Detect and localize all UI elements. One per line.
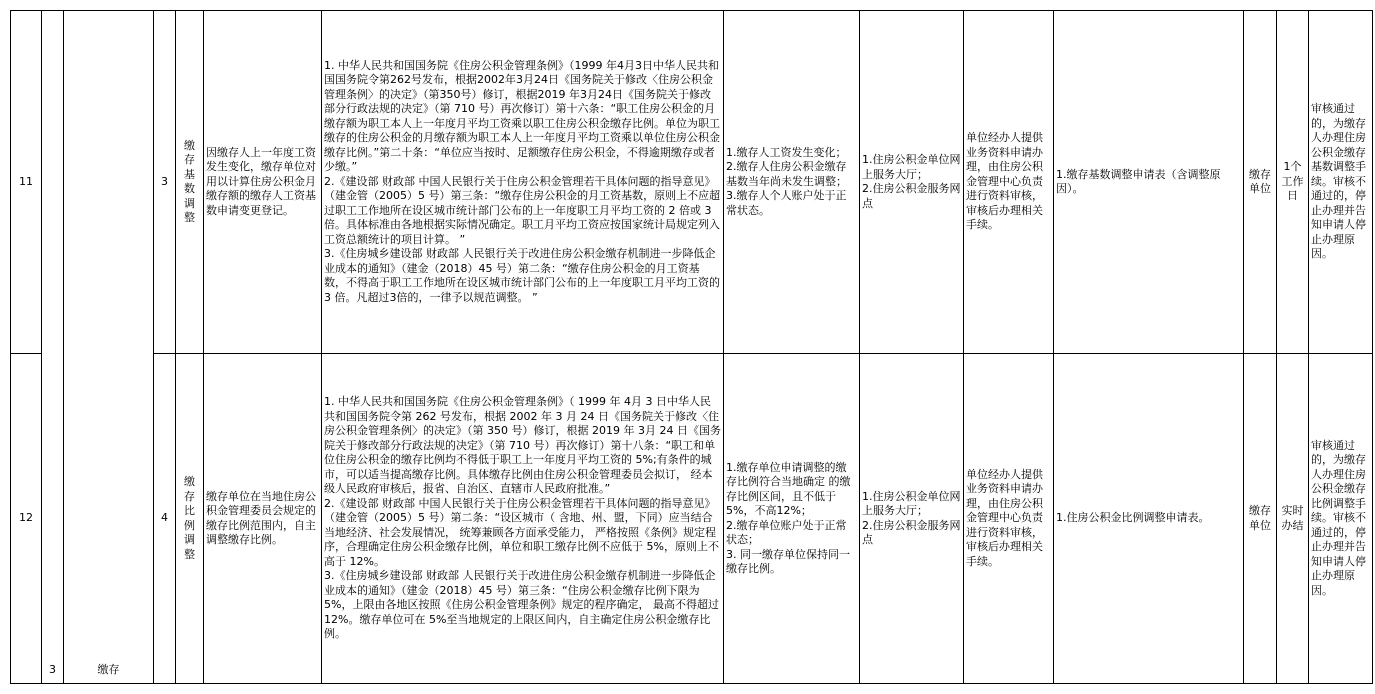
time-limit: 1个工作日 [1277,11,1309,354]
required-conditions: 1.缴存单位申请调整的缴存比例符合当地确定 的缴存比例区间，且不低于5%，不高12%； 2.缴存单位账户处于正常状态； 3. 同一缴存单位保持同一缴存比例。 [724,354,860,684]
item-name: 缴存基数调整 [184,138,195,224]
service-items-table [10,10,1373,684]
condition: 因缴存人上一年度工资发生变化，缴存单位对用以计算住房公积金月缴存额的缴存人工资基数申请变更登记。 [204,11,322,354]
process: 单位经办人提供业务资料申请办理，由住房公积金管理中心负责进行资料审核，审核后办理相关手续。 [964,11,1054,354]
applicant: 缴存单位 [1244,354,1277,684]
process: 单位经办人提供业务资料申请办理，由住房公积金管理中心负责进行资料审核，审核后办理相关手续。 [964,354,1054,684]
legal-basis-clause: 3.《住房城乡建设部 财政部 人民银行关于改进住房公积金缴存机制进一步降低企业成本的通知》（建金（2018）45 号）第二条：“缴存住房公积金的月工资基数，不得高于职工工作地所在设区城市统计部门公布的上一年度职工月平均工资的 3 倍。凡超过3倍的，一律予以规范调整。 ” [324,247,720,304]
condition: 缴存单位在当地住房公积金管理委员会规定的缴存比例范围内，自主调整缴存比例。 [204,354,322,684]
forms: 1.缴存基数调整申请表（含调整原因）。 [1054,11,1244,354]
category-name: 缴存 [64,11,154,684]
row-index: 11 [11,11,42,354]
result: 审核通过的，为缴存人办理住房公积金缴存基数调整手续。审核不通过的，停止办理并告知申请人停止办理原因。 [1309,11,1373,354]
item-name-cell [176,354,204,684]
table-row [11,11,1373,354]
service-channels: 1.住房公积金单位网上服务大厅； 2.住房公积金服务网点 [860,354,964,684]
required-conditions: 1.缴存人工资发生变化； 2.缴存人住房公积金缴存基数当年尚未发生调整； 3.缴存人个人账户处于正常状态。 [724,11,860,354]
category-number: 3 [42,11,64,684]
result: 审核通过的，为缴存人办理住房公积金缴存比例调整手续。审核不通过的，停止办理并告知申请人停止办理原因。 [1309,354,1373,684]
item-number: 3 [154,11,176,354]
legal-basis-clause: 1. 中华人民共和国国务院《住房公积金管理条例》（ 1999 年 4月 3 日中华人民共和国国务院令第 262 号发布，根据 2002 年 3 月 24 日《国务院关于修改〈住房公积金管理条例〉的决定》（第 350 号）修订，根据 2019 年 3月 24 日《国务院关于修改部分行政法规的决定》（第 710 号）再次修订）第十八条：“职工和单位住房公积金的缴存比例均不得低于职工上一年度月平均工资的 5%;有条件的城市，可以适当提高缴存比例。具体缴存比例由住房公积金管理委员会拟订， 经本级人民政府审核后，报省、自治区、直辖市人民政府批准。” [324,395,721,496]
legal-basis-clause: 2.《建设部 财政部 中国人民银行关于住房公积金管理若干具体问题的指导意见》（建金管（2005）5 号）第三条：“缴存住房公积金的月工资基数，原则上不应超过职工工作地所在设区城市统计部门公布的上一年度职工月平均工资的 2 倍或 3 倍。具体标准由各地根据实际情况确定。职工月平均工资应按国家统计局规定列入工资总额统计的项目计算。 ” [324,174,721,246]
service-channels: 1.住房公积金单位网上服务大厅； 2.住房公积金服务网点 [860,11,964,354]
time-limit: 实时办结 [1277,354,1309,684]
item-number: 4 [154,354,176,684]
legal-basis [322,354,724,684]
row-index: 12 [11,354,42,684]
item-name-cell [176,11,204,354]
forms: 1.住房公积金比例调整申请表。 [1054,354,1244,684]
legal-basis-clause: 2.《建设部 财政部 中国人民银行关于住房公积金管理若干具体问题的指导意见》（建金管（2005）5 号）第二条：“设区城市（ 含地、州、盟，下同）应当结合当地经济、社会发展情况， 统筹兼顾各方面承受能力， 严格按照《条例》规定程序，合理确定住房公积金缴存比例，单位和职工缴存比例不应低于 5%，原则上不高于 12%。 [324,496,719,568]
applicant: 缴存单位 [1244,11,1277,354]
legal-basis-clause: 3.《住房城乡建设部 财政部 人民银行关于改进住房公积金缴存机制进一步降低企业成本的通知》（建金（2018）45 号）第三条：“住房公积金缴存比例下限为 5%，上限由各地区按照《住房公积金管理条例》规定的程序确定， 最高不得超过 12%。缴存单位可在 5%至当地规定的上限区间内，自主确定住房公积金缴存比例。 [324,569,719,641]
legal-basis [322,11,724,354]
legal-basis-clause: 1. 中华人民共和国国务院《住房公积金管理条例》（1999 年4月3日中华人民共和国国务院令第262号发布，根据2002年3月24日《国务院关于修改〈住房公积金管理条例〉的决定》（第350号）修订，根据2019 年3月24日《国务院关于修改部分行政法规的决定》（第 710 号）再次修订）第十六条：“职工住房公积金的月缴存额为职工本人上一年度月平均工资乘以职工住房公积金缴存比例。单位为职工缴存的住房公积金的月缴存额为职工本人上一年度月平均工资乘以单位住房公积金缴存比例。”第二十条：“单位应当按时、足额缴存住房公积金，不得逾期缴存或者少缴。” [324,58,720,174]
table-row [11,354,1373,684]
item-name: 缴存比例调整 [184,475,195,561]
